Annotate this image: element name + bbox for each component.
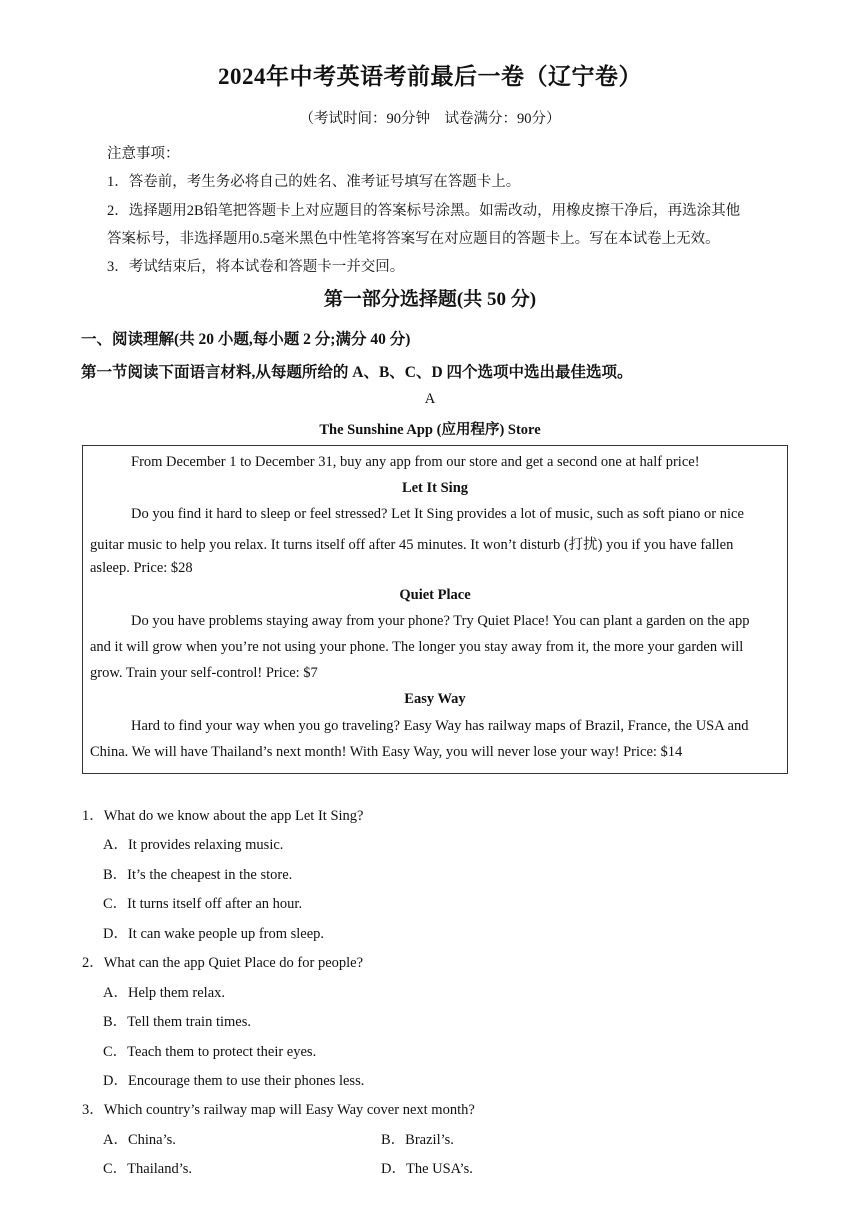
- app3-line-1: Hard to find your way when you go traveling? Easy Way has railway maps of Brazil, France, the USA and: [131, 718, 749, 734]
- section-instruction: 第一节阅读下面语言材料,从每题所给的 A、B、C、D 四个选项中选出最佳选项。: [81, 364, 633, 381]
- app2-line-1: Do you have problems staying away from your phone? Try Quiet Place! You can plant a garden on the app: [131, 613, 750, 629]
- question-2-option-d[interactable]: D．Encourage them to use their phones less.: [103, 1073, 365, 1089]
- app-name-let-it-sing: Let It Sing: [401, 480, 469, 496]
- question-3-option-c[interactable]: C．Thailand’s.: [103, 1161, 193, 1177]
- note-item-2-line-2: 答案标号，非选择题用0.5毫米黑色中性笔将答案写在对应题目的答题卡上。写在本试卷上无效。: [107, 231, 720, 247]
- question-2-option-c[interactable]: C．Teach them to protect their eyes.: [103, 1044, 317, 1060]
- question-3-option-a[interactable]: A．China’s.: [103, 1132, 176, 1148]
- question-1-option-c[interactable]: C．It turns itself off after an hour.: [103, 896, 303, 912]
- passage-box: [82, 445, 788, 774]
- exam-title: 2024年中考英语考前最后一卷（辽宁卷）: [218, 64, 642, 89]
- question-3-option-d[interactable]: D．The USA’s.: [381, 1161, 473, 1177]
- question-3-stem: 3．Which country’s railway map will Easy Way cover next month?: [82, 1102, 475, 1118]
- note-item-3: 3．考试结束后，将本试卷和答题卡一并交回。: [107, 259, 405, 275]
- app1-line-3: asleep. Price: $28: [90, 560, 193, 576]
- note-item-2-line-1: 2．选择题用2B铅笔把答题卡上对应题目的答案标号涂黑。如需改动，用橡皮擦干净后，再选涂其他: [107, 203, 741, 219]
- passage-label: A: [424, 391, 436, 407]
- section-heading: 一、阅读理解(共 20 小题,每小题 2 分;满分 40 分): [81, 331, 411, 348]
- part-1-heading: 第一部分选择题(共 50 分): [323, 289, 537, 310]
- notes-heading: 注意事项：: [107, 146, 180, 162]
- passage-title: The Sunshine App (应用程序) Store: [319, 422, 541, 438]
- question-3-option-b[interactable]: B．Brazil’s.: [381, 1132, 454, 1148]
- question-1-option-d[interactable]: D．It can wake people up from sleep.: [103, 926, 325, 942]
- note-item-1: 1．答卷前，考生务必将自己的姓名、准考证号填写在答题卡上。: [107, 174, 521, 190]
- app-name-quiet-place: Quiet Place: [399, 587, 471, 603]
- passage-intro: From December 1 to December 31, buy any app from our store and get a second one at half price!: [131, 454, 700, 470]
- question-2-stem: 2．What can the app Quiet Place do for people?: [82, 955, 364, 971]
- question-1-stem: 1．What do we know about the app Let It Sing?: [82, 808, 364, 824]
- app2-line-3: grow. Train your self-control! Price: $7: [90, 665, 318, 681]
- app2-line-2: and it will grow when you’re not using your phone. The longer you stay away from it, the more your garden will: [90, 639, 744, 655]
- question-2-option-a[interactable]: A．Help them relax.: [103, 985, 226, 1001]
- app3-line-2: China. We will have Thailand’s next month! With Easy Way, you will never lose your way! Price: $14: [90, 744, 683, 760]
- question-1-option-a[interactable]: A．It provides relaxing music.: [103, 837, 284, 853]
- app-name-easy-way: Easy Way: [404, 691, 466, 707]
- app1-line-2: guitar music to help you relax. It turns itself off after 45 minutes. It won’t disturb (打扰) you if you have fallen: [90, 537, 734, 553]
- question-2-option-b[interactable]: B．Tell them train times.: [103, 1014, 251, 1030]
- app1-line-1: Do you find it hard to sleep or feel stressed? Let It Sing provides a lot of music, such as soft piano or nice: [131, 506, 744, 522]
- question-1-option-b[interactable]: B．It’s the cheapest in the store.: [103, 867, 293, 883]
- exam-subtitle: （考试时间：90分钟 试卷满分：90分）: [299, 111, 561, 127]
